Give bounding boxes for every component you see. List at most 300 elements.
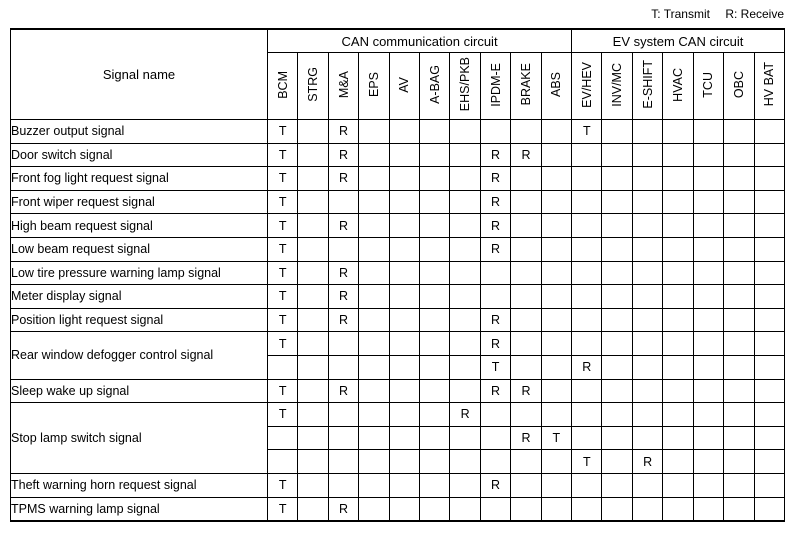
signal-cell: T (268, 403, 298, 427)
signal-cell (754, 190, 784, 214)
unit-header-label: E-SHIFT (640, 60, 655, 109)
unit-header-label: HV BAT (762, 62, 777, 107)
signal-cell (420, 167, 450, 191)
signal-cell (541, 143, 571, 167)
signal-cell (572, 403, 602, 427)
unit-header (298, 53, 328, 120)
signal-cell (328, 450, 358, 474)
unit-header (724, 53, 754, 120)
signal-cell: R (328, 143, 358, 167)
signal-cell (389, 237, 419, 261)
signal-cell (450, 261, 480, 285)
signal-cell (754, 497, 784, 521)
table-row (11, 214, 785, 238)
signal-name-header: Signal name (11, 29, 268, 120)
signal-cell (724, 261, 754, 285)
signal-cell (724, 308, 754, 332)
signal-cell (693, 403, 723, 427)
signal-cell: R (480, 379, 510, 403)
signal-cell: T (268, 167, 298, 191)
signal-cell (420, 120, 450, 144)
signal-cell (389, 261, 419, 285)
signal-cell (511, 355, 541, 379)
signal-cell (359, 190, 389, 214)
signal-cell (328, 355, 358, 379)
signal-cell: R (328, 497, 358, 521)
signal-cell (602, 237, 632, 261)
signal-cell: T (268, 332, 298, 356)
signal-cell: R (511, 379, 541, 403)
signal-cell (420, 426, 450, 450)
signal-cell (754, 450, 784, 474)
signal-cell (298, 285, 328, 309)
signal-cell: R (328, 167, 358, 191)
signal-cell (328, 332, 358, 356)
table-row (11, 497, 785, 521)
signal-cell (541, 450, 571, 474)
signal-cell (663, 450, 693, 474)
signal-cell (632, 214, 662, 238)
signal-cell (632, 261, 662, 285)
signal-cell (511, 450, 541, 474)
signal-cell (389, 426, 419, 450)
signal-cell (572, 332, 602, 356)
signal-cell (663, 497, 693, 521)
unit-header (693, 53, 723, 120)
signal-cell (298, 379, 328, 403)
ev-circuit-header: EV system CAN circuit (572, 29, 785, 53)
signal-cell (420, 403, 450, 427)
signal-cell (602, 214, 632, 238)
legend (639, 7, 784, 21)
signal-cell (268, 450, 298, 474)
signal-cell (480, 120, 510, 144)
table-row (11, 332, 785, 356)
signal-cell (693, 426, 723, 450)
signal-cell: T (268, 308, 298, 332)
signal-cell (359, 332, 389, 356)
signal-name: Buzzer output signal (11, 120, 268, 144)
signal-cell (602, 403, 632, 427)
signal-cell (511, 473, 541, 497)
signal-cell (298, 143, 328, 167)
signal-cell (572, 167, 602, 191)
signal-cell (724, 143, 754, 167)
signal-cell: T (541, 426, 571, 450)
unit-header-label: INV/MC (610, 62, 625, 107)
signal-cell (632, 285, 662, 309)
signal-name: Low beam request signal (11, 237, 268, 261)
signal-cell (693, 167, 723, 191)
unit-header (450, 53, 480, 120)
signal-cell (389, 167, 419, 191)
signal-cell (450, 332, 480, 356)
signal-cell: R (572, 355, 602, 379)
signal-cell (359, 308, 389, 332)
signal-cell (693, 120, 723, 144)
signal-cell: T (268, 120, 298, 144)
signal-cell (480, 261, 510, 285)
signal-cell (511, 403, 541, 427)
signal-cell (328, 237, 358, 261)
signal-cell (511, 285, 541, 309)
unit-header (572, 53, 602, 120)
signal-cell (420, 497, 450, 521)
unit-header-label: OBC (731, 70, 746, 99)
signal-cell (693, 308, 723, 332)
signal-name: Rear window defogger control signal (11, 332, 268, 379)
signal-cell: R (328, 261, 358, 285)
signal-cell (359, 214, 389, 238)
signal-cell (420, 237, 450, 261)
signal-cell (663, 143, 693, 167)
signal-cell (541, 167, 571, 191)
unit-header (480, 53, 510, 120)
signal-cell: T (572, 120, 602, 144)
signal-cell (693, 473, 723, 497)
unit-header-label: AV (397, 76, 412, 93)
signal-cell (754, 308, 784, 332)
signal-cell (632, 379, 662, 403)
signal-cell (298, 355, 328, 379)
signal-cell (450, 237, 480, 261)
signal-cell (754, 426, 784, 450)
signal-cell (298, 332, 328, 356)
unit-header (602, 53, 632, 120)
signal-cell (663, 167, 693, 191)
signal-cell (420, 332, 450, 356)
table-row (11, 261, 785, 285)
signal-cell (480, 285, 510, 309)
signal-cell (663, 285, 693, 309)
signal-cell (724, 214, 754, 238)
signal-cell (450, 167, 480, 191)
signal-cell (724, 167, 754, 191)
signal-cell (450, 120, 480, 144)
signal-cell (572, 285, 602, 309)
unit-header-label: ABS (549, 71, 564, 97)
signal-cell (541, 285, 571, 309)
signal-cell (541, 261, 571, 285)
signal-cell (724, 450, 754, 474)
signal-cell (754, 120, 784, 144)
signal-cell (602, 497, 632, 521)
signal-cell (541, 379, 571, 403)
signal-cell (450, 497, 480, 521)
signal-cell: R (328, 308, 358, 332)
table-row (11, 285, 785, 309)
signal-cell (602, 261, 632, 285)
signal-cell (298, 237, 328, 261)
unit-header-label: EHS/PKB (458, 57, 473, 112)
unit-header-label: HVAC (671, 67, 685, 102)
signal-cell (663, 473, 693, 497)
legend-receive: R: Receive (725, 7, 784, 21)
signal-cell (602, 308, 632, 332)
signal-cell (298, 214, 328, 238)
signal-cell (541, 237, 571, 261)
signal-name: Stop lamp switch signal (11, 403, 268, 474)
signal-cell (420, 285, 450, 309)
signal-cell (359, 403, 389, 427)
signal-name: Front wiper request signal (11, 190, 268, 214)
signal-cell (298, 167, 328, 191)
signal-cell (632, 120, 662, 144)
unit-header (541, 53, 571, 120)
signal-cell (298, 450, 328, 474)
signal-cell (724, 332, 754, 356)
signal-cell: T (572, 450, 602, 474)
signal-cell (541, 332, 571, 356)
table-row (11, 143, 785, 167)
signal-cell (572, 473, 602, 497)
signal-cell (693, 332, 723, 356)
signal-cell (359, 355, 389, 379)
signal-cell (450, 143, 480, 167)
signal-cell: R (480, 143, 510, 167)
signal-cell (298, 308, 328, 332)
signal-cell (268, 355, 298, 379)
signal-cell (450, 285, 480, 309)
signal-cell (298, 261, 328, 285)
signal-cell (541, 308, 571, 332)
unit-header-label: BCM (275, 70, 290, 99)
legend-transmit: T: Transmit (651, 7, 710, 21)
signal-cell (572, 143, 602, 167)
signal-cell (632, 355, 662, 379)
signal-cell (328, 473, 358, 497)
signal-cell (724, 285, 754, 309)
signal-cell (511, 167, 541, 191)
signal-cell (572, 190, 602, 214)
signal-cell (541, 473, 571, 497)
signal-cell (389, 143, 419, 167)
signal-cell (298, 403, 328, 427)
signal-cell: R (480, 190, 510, 214)
signal-cell (754, 379, 784, 403)
signal-cell (663, 355, 693, 379)
signal-cell (328, 426, 358, 450)
signal-cell (480, 450, 510, 474)
signal-cell (754, 355, 784, 379)
unit-header (389, 53, 419, 120)
signal-cell (359, 261, 389, 285)
signal-cell (389, 214, 419, 238)
signal-cell (541, 214, 571, 238)
signal-cell: R (480, 214, 510, 238)
signal-cell (663, 426, 693, 450)
signal-cell (724, 379, 754, 403)
signal-cell (693, 497, 723, 521)
signal-cell: R (480, 167, 510, 191)
signal-cell (298, 190, 328, 214)
signal-name: Position light request signal (11, 308, 268, 332)
signal-cell (602, 426, 632, 450)
signal-cell: T (268, 214, 298, 238)
signal-cell (541, 355, 571, 379)
unit-header-label: EV/HEV (579, 61, 594, 108)
signal-cell (420, 379, 450, 403)
signal-cell (420, 473, 450, 497)
signal-cell (511, 261, 541, 285)
signal-name: Door switch signal (11, 143, 268, 167)
signal-cell (450, 473, 480, 497)
signal-cell: R (480, 473, 510, 497)
signal-cell (754, 473, 784, 497)
signal-cell (480, 497, 510, 521)
signal-cell (632, 237, 662, 261)
signal-cell (511, 308, 541, 332)
signal-cell (754, 403, 784, 427)
signal-cell (754, 285, 784, 309)
signal-cell (511, 497, 541, 521)
signal-cell: T (268, 261, 298, 285)
signal-cell (632, 143, 662, 167)
signal-cell (389, 308, 419, 332)
signal-cell (602, 355, 632, 379)
signal-cell (511, 237, 541, 261)
signal-cell (602, 143, 632, 167)
signal-cell (572, 497, 602, 521)
signal-cell (724, 426, 754, 450)
signal-cell (663, 379, 693, 403)
signal-cell (754, 214, 784, 238)
signal-cell (693, 237, 723, 261)
signal-name: Front fog light request signal (11, 167, 268, 191)
signal-cell: T (268, 379, 298, 403)
table-row (11, 167, 785, 191)
signal-cell (754, 237, 784, 261)
unit-header-label: IPDM-E (488, 62, 503, 107)
signal-name: Theft warning horn request signal (11, 473, 268, 497)
signal-cell (389, 497, 419, 521)
signal-cell (389, 332, 419, 356)
signal-cell (389, 473, 419, 497)
signal-cell: R (480, 308, 510, 332)
signal-cell (693, 450, 723, 474)
signal-name: High beam request signal (11, 214, 268, 238)
signal-cell (663, 214, 693, 238)
signal-cell (511, 214, 541, 238)
signal-cell (359, 426, 389, 450)
signal-cell (632, 332, 662, 356)
table-row (11, 403, 785, 427)
signal-cell (663, 403, 693, 427)
signal-cell (724, 237, 754, 261)
signal-cell (693, 355, 723, 379)
signal-cell (602, 285, 632, 309)
signal-cell (541, 190, 571, 214)
signal-cell: T (268, 143, 298, 167)
signal-cell: R (480, 237, 510, 261)
signal-cell (389, 403, 419, 427)
signal-cell (632, 403, 662, 427)
signal-cell (450, 450, 480, 474)
table-row (11, 379, 785, 403)
signal-cell (298, 497, 328, 521)
signal-cell: T (268, 190, 298, 214)
signal-cell (359, 285, 389, 309)
signal-table (10, 28, 785, 522)
signal-cell: T (268, 285, 298, 309)
signal-cell (298, 426, 328, 450)
signal-cell (602, 167, 632, 191)
signal-cell (632, 308, 662, 332)
signal-name: TPMS warning lamp signal (11, 497, 268, 521)
signal-cell (541, 120, 571, 144)
signal-cell (359, 379, 389, 403)
unit-header-label: TCU (701, 71, 716, 98)
signal-cell (724, 403, 754, 427)
signal-cell (632, 497, 662, 521)
signal-cell: R (511, 143, 541, 167)
table-row (11, 190, 785, 214)
signal-cell (663, 332, 693, 356)
signal-cell (359, 237, 389, 261)
signal-cell (450, 379, 480, 403)
signal-cell (298, 473, 328, 497)
signal-cell (389, 285, 419, 309)
signal-cell (693, 379, 723, 403)
signal-cell (602, 379, 632, 403)
signal-cell (724, 355, 754, 379)
signal-cell (450, 355, 480, 379)
unit-header (359, 53, 389, 120)
signal-cell (389, 355, 419, 379)
signal-cell (389, 450, 419, 474)
signal-cell (480, 403, 510, 427)
signal-cell: R (480, 332, 510, 356)
unit-header-label: EPS (366, 71, 381, 97)
signal-cell (420, 308, 450, 332)
signal-cell (420, 143, 450, 167)
signal-cell: T (480, 355, 510, 379)
unit-header (268, 53, 298, 120)
signal-cell (724, 473, 754, 497)
signal-cell (450, 426, 480, 450)
signal-cell (450, 214, 480, 238)
signal-cell (511, 190, 541, 214)
signal-cell (480, 426, 510, 450)
signal-cell (572, 308, 602, 332)
signal-cell (541, 497, 571, 521)
signal-cell (754, 261, 784, 285)
unit-header (511, 53, 541, 120)
signal-cell (693, 261, 723, 285)
signal-cell (389, 379, 419, 403)
signal-name: Low tire pressure warning lamp signal (11, 261, 268, 285)
signal-cell (572, 214, 602, 238)
signal-cell (420, 214, 450, 238)
signal-cell (359, 143, 389, 167)
signal-cell (693, 190, 723, 214)
signal-cell: R (632, 450, 662, 474)
table-row (11, 473, 785, 497)
unit-header (632, 53, 662, 120)
signal-cell (420, 450, 450, 474)
unit-header-label: STRG (306, 67, 321, 102)
signal-cell (420, 190, 450, 214)
signal-cell (602, 332, 632, 356)
signal-cell: T (268, 473, 298, 497)
unit-header (328, 53, 358, 120)
signal-cell (389, 190, 419, 214)
unit-header-label: A-BAG (427, 65, 442, 104)
signal-cell (693, 285, 723, 309)
signal-cell (389, 120, 419, 144)
unit-header (420, 53, 450, 120)
table-row (11, 308, 785, 332)
